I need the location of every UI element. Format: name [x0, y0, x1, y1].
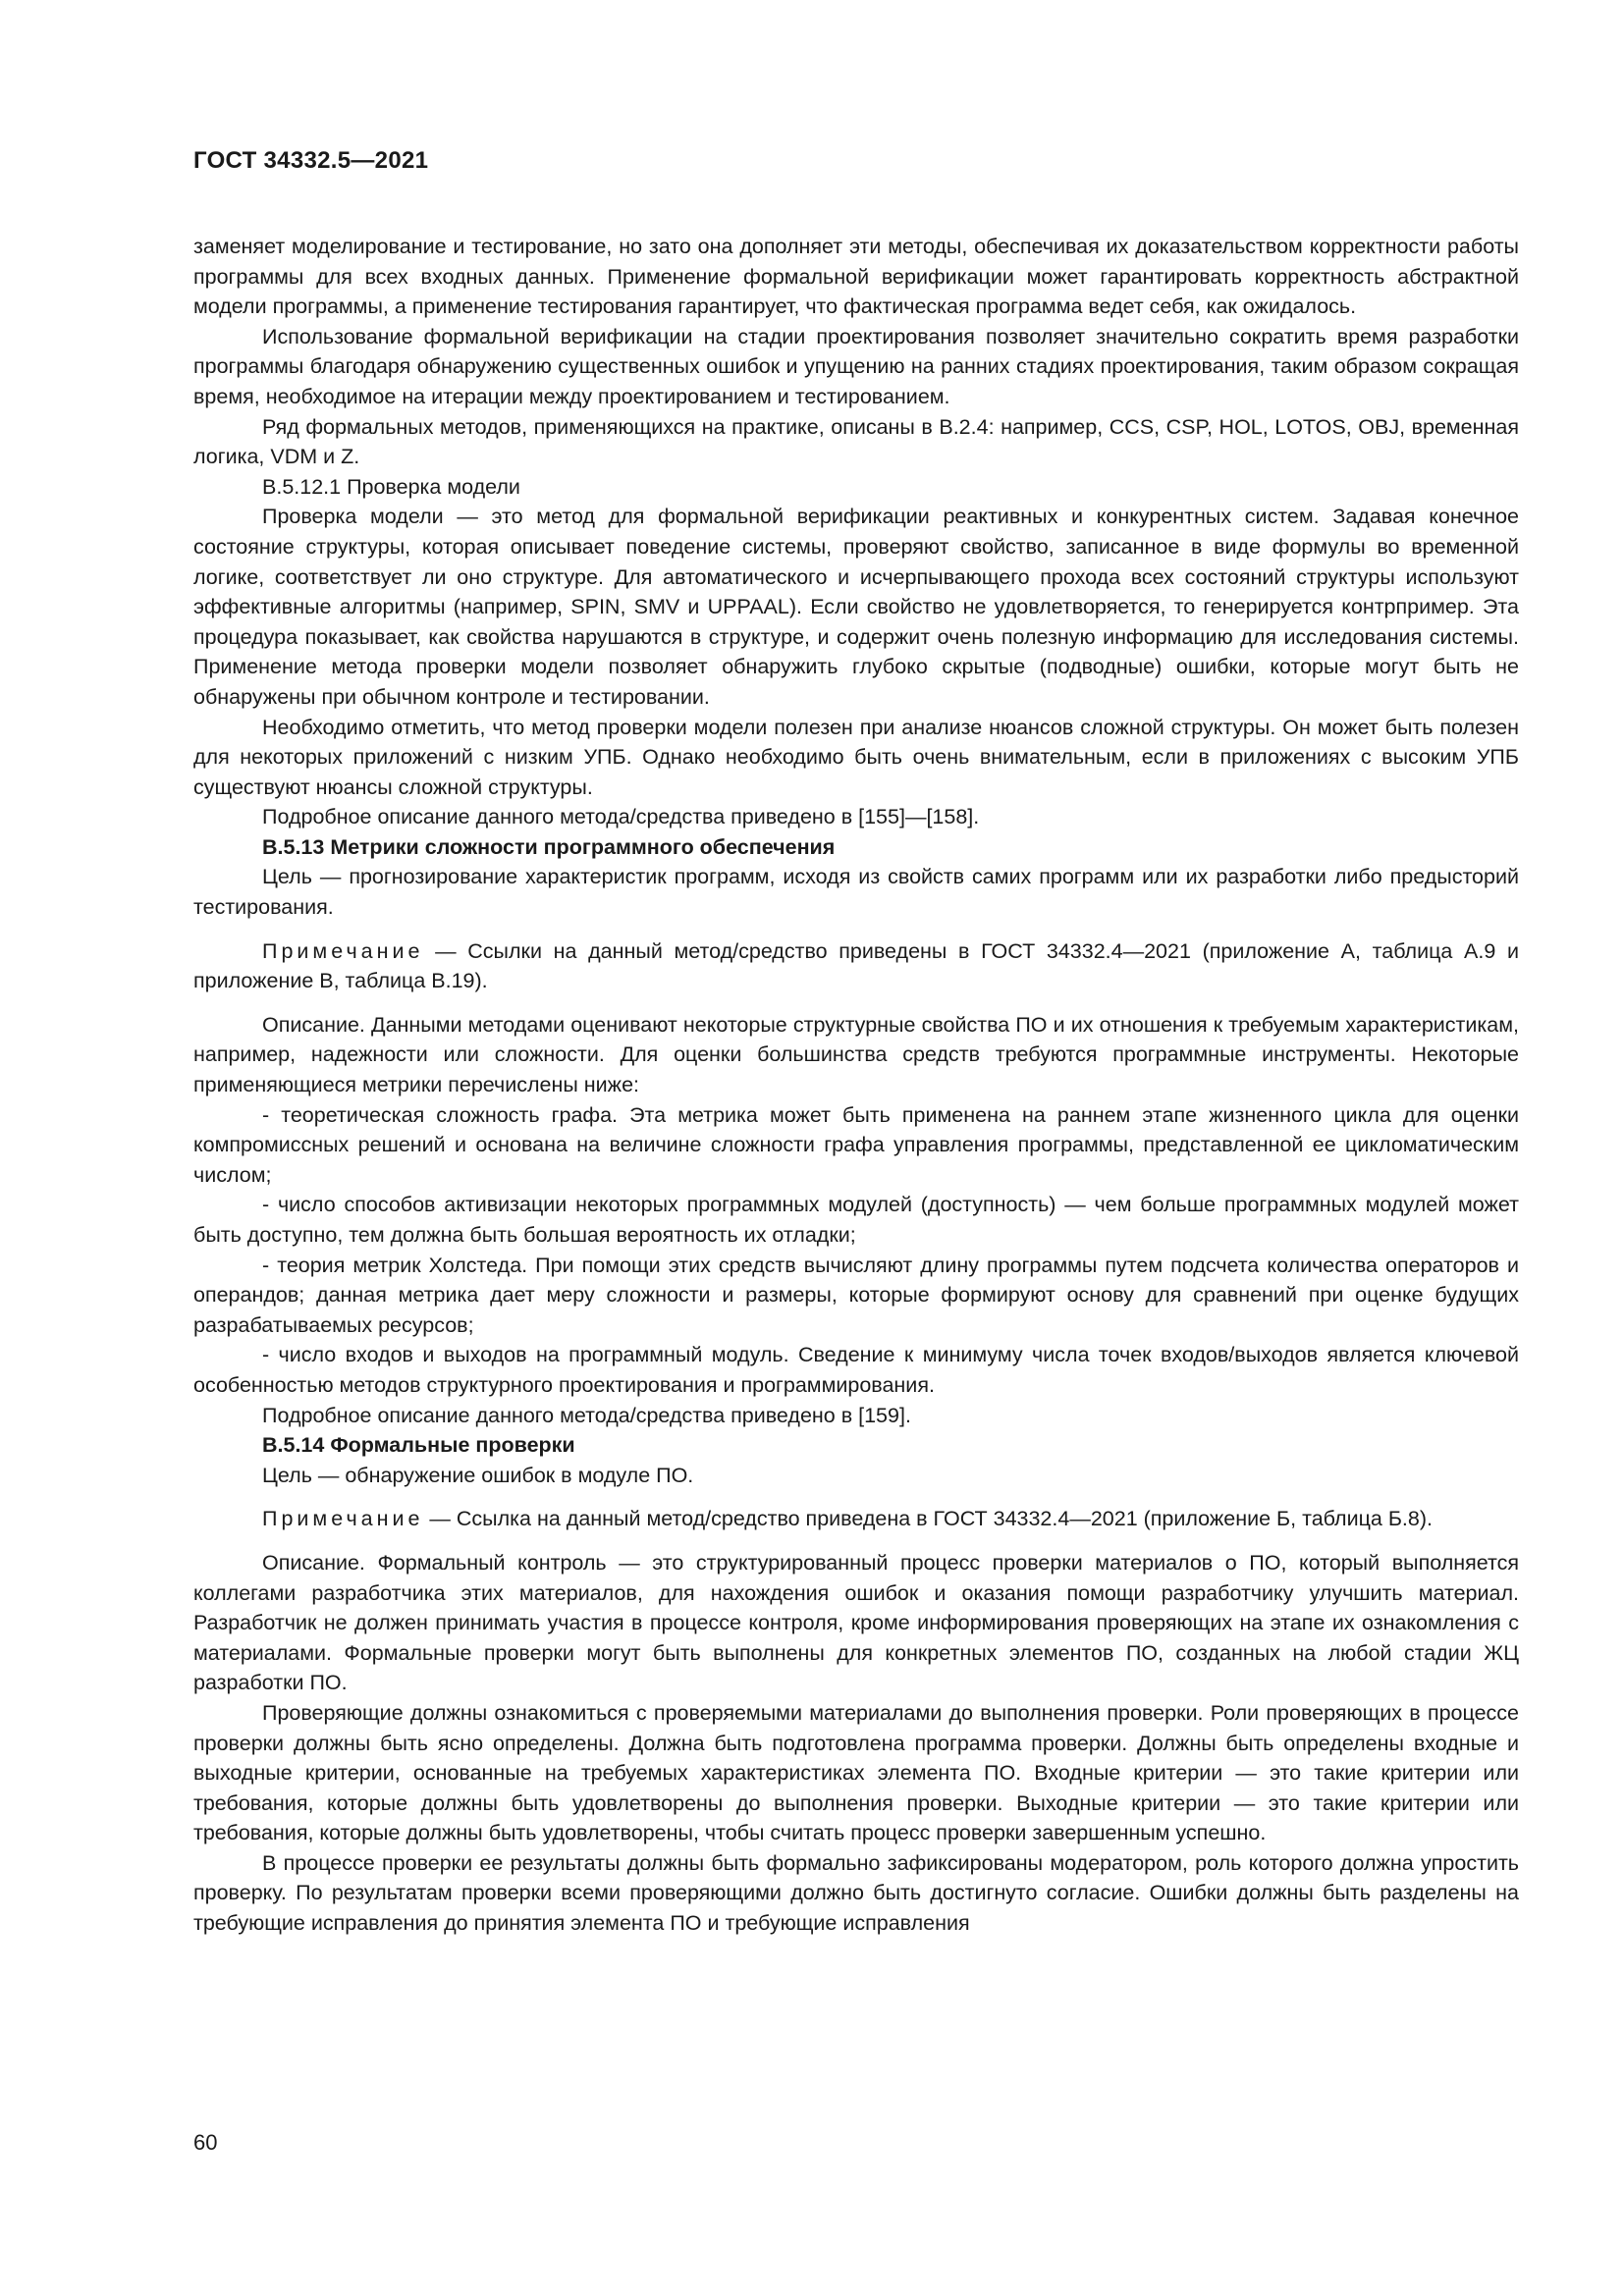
- note-text: — Ссылка на данный метод/средство приведена в ГОСТ 34332.4—2021 (приложение Б, таблица Б.8).: [423, 1507, 1433, 1531]
- list-item: - теоретическая сложность графа. Эта метрика может быть применена на раннем этапе жизненного цикла для оценки компромиссных решений и основана на величине сложности графа управления программы, представленной ее цикломатическим числом;: [193, 1102, 1519, 1187]
- list-item: - теория метрик Холстеда. При помощи этих средств вычисляют длину программы путем подсчета количества операторов и операндов; данная метрика дает меру сложности и размеры, которые формируют основу для сравнений при оценке будущих разрабатываемых ресурсов;: [193, 1253, 1519, 1337]
- paragraph: Проверяющие должны ознакомиться с проверяемыми материалами до выполнения проверки. Роли проверяющих в процессе проверки должны быть ясно определены. Должна быть подготовлена программа проверки. Должны быть определены входные и выходные критерии, основанные на требуемых характеристиках элемента ПО. Входные критерии — это такие критерии или требования, которые должны быть удовлетворены до выполнения проверки. Выходные критерии — это такие критерии или требования, которые должны быть удовлетворены, чтобы считать процесс проверки завершенным успешно.: [193, 1700, 1519, 1845]
- note: [193, 1504, 1519, 1534]
- document-body: [193, 232, 1519, 1939]
- paragraph: Необходимо отметить, что метод проверки модели полезен при анализе нюансов сложной структуры. Он может быть полезен для некоторых приложений с низким УПБ. Однако необходимо быть очень внимательным, если в приложениях с высоким УПБ существуют нюансы сложной структуры.: [193, 715, 1519, 799]
- paragraph: Описание. Данными методами оценивают некоторые структурные свойства ПО и их отношения к требуемым характеристикам, например, надежности или сложности. Для оценки большинства средств требуются программные инструменты. Некоторые применяющиеся метрики перечислены ниже:: [193, 1012, 1519, 1097]
- note-label: Примечание: [262, 1507, 424, 1531]
- section-heading: В.5.14 Формальные проверки: [262, 1433, 575, 1458]
- page-number: 60: [193, 2130, 218, 2155]
- note: [193, 936, 1519, 996]
- note-text: — Ссылки на данный метод/средство приведены в ГОСТ 34332.4—2021 (приложение А, таблица А.9 и приложение В, таблица В.19).: [193, 938, 1519, 993]
- paragraph: Подробное описание данного метода/средства приведено в [159].: [262, 1403, 911, 1427]
- paragraph: Описание. Формальный контроль — это структурированный процесс проверки материалов о ПО, который выполняется коллегами разработчика этих материалов, для нахождения ошибок и оказания помощи разработчику улучшить материал. Разработчик не должен принимать участия в процессе контроля, кроме информирования проверяющих на этапе их ознакомления с материалами. Формальные проверки могут быть выполнены для конкретных элементов ПО, созданных на любой стадии ЖЦ разработки ПО.: [193, 1550, 1519, 1695]
- paragraph: Цель — прогнозирование характеристик программ, исходя из свойств самих программ или их разработки либо предысторий тестирования.: [193, 865, 1519, 920]
- note-label: Примечание: [262, 938, 424, 963]
- document-page: [193, 147, 1519, 1939]
- paragraph: Проверка модели — это метод для формальной верификации реактивных и конкурентных систем. Задавая конечное состояние структуры, которая описывает поведение системы, проверяют свойство, записанное в виде формулы во временной логике, соответствует ли оно структуре. Для автоматического и исчерпывающего прохода всех состояний структуры используют эффективные алгоритмы (например, SPIN, SMV и UPPAAL). Если свойство не удовлетворяется, то генерируется контрпример. Эта процедура показывает, как свойства нарушаются в структуре, и содержит очень полезную информацию для исследования системы. Применение метода проверки модели позволяет обнаружить глубоко скрытые (подводные) ошибки, которые могут быть не обнаружены при обычном контроле и тестировании.: [193, 505, 1519, 709]
- paragraph: Использование формальной верификации на стадии проектирования позволяет значительно сократить время разработки программы благодаря обнаружению существенных ошибок и упущению на ранних стадиях проектирования, таким образом сокращая время, необходимое на итерации между проектированием и тестированием.: [193, 324, 1519, 408]
- subsection-heading: В.5.12.1 Проверка модели: [262, 474, 520, 499]
- document-header: ГОСТ 34332.5—2021: [193, 147, 429, 174]
- paragraph: заменяет моделирование и тестирование, но зато она дополняет эти методы, обеспечивая их доказательством корректности работы программы для всех входных данных. Применение формальной верификации может гарантировать корректность абстрактной модели программы, а применение тестирования гарантирует, что фактическая программа ведет себя, как ожидалось.: [193, 235, 1519, 319]
- paragraph: Подробное описание данного метода/средства приведено в [155]—[158].: [262, 805, 980, 829]
- paragraph: Цель — обнаружение ошибок в модуле ПО.: [262, 1463, 694, 1487]
- paragraph: В процессе проверки ее результаты должны быть формально зафиксированы модератором, роль которого должна упростить проверку. По результатам проверки всеми проверяющими должно быть достигнуто согласие. Ошибки должны быть разделены на требующие исправления до принятия элемента ПО и требующие исправления: [193, 1850, 1519, 1936]
- list-item: - число способов активизации некоторых программных модулей (доступность) — чем больше программных модулей может быть доступно, тем должна быть большая вероятность их отладки;: [193, 1193, 1519, 1247]
- paragraph: Ряд формальных методов, применяющихся на практике, описаны в В.2.4: например, CCS, CSP, HOL, LOTOS, OBJ, временная логика, VDM и Z.: [193, 414, 1519, 469]
- list-item: - число входов и выходов на программный модуль. Сведение к минимуму числа точек входов/выходов является ключевой особенностью методов структурного проектирования и программирования.: [193, 1343, 1519, 1397]
- section-heading: В.5.13 Метрики сложности программного обеспечения: [262, 834, 836, 859]
